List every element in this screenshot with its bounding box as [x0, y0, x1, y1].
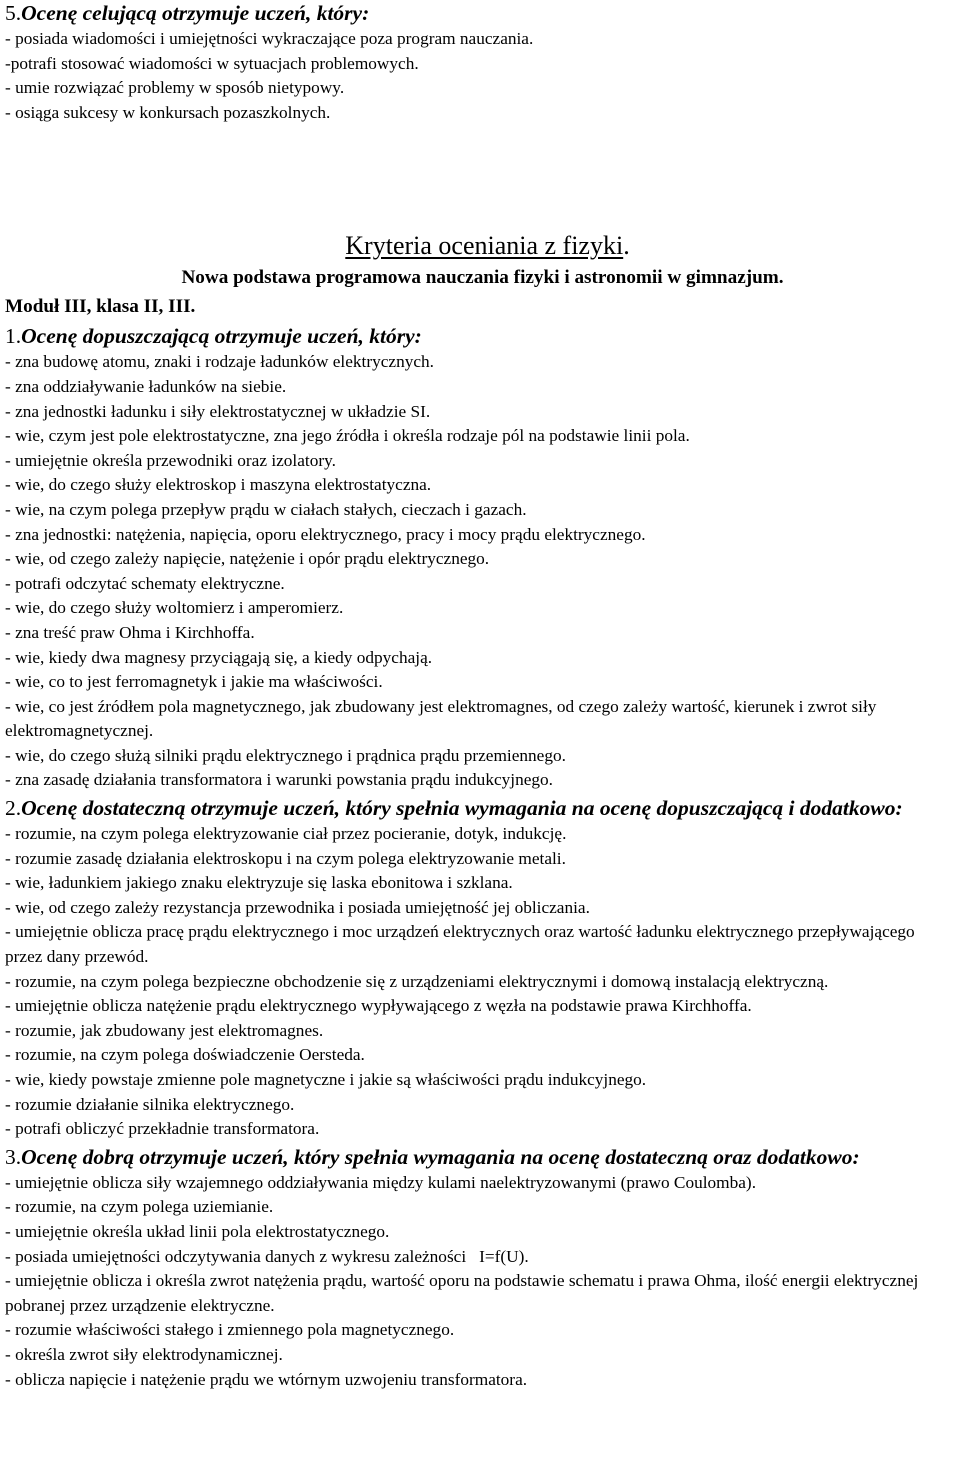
list-item: - rozumie właściwości stałego i zmiennego pola magnetycznego.: [5, 1320, 455, 1340]
list-item: - posiada umiejętności odczytywania danych z wykresu zależności I=f(U).: [5, 1246, 529, 1266]
list-item: - wie, czym jest pole elektrostatyczne, zna jego źródła i określa rodzaje pól na podstawie linii pola.: [5, 426, 690, 446]
list-item: - umiejętnie oblicza pracę prądu elektrycznego i moc urządzeń elektrycznych oraz wartość ładunku elektrycznego przepływającego przez dany przewód.: [5, 922, 915, 967]
list-item: -potrafi stosować wiadomości w sytuacjach problemowych.: [5, 53, 419, 73]
list-item: - wie, od czego zależy napięcie, natężenie i opór prądu elektrycznego.: [5, 549, 490, 569]
grade5-list: [5, 27, 960, 125]
list-item: - zna zasadę działania transformatora i warunki powstania prądu indukcyjnego.: [5, 770, 553, 790]
list-item: - zna jednostki ładunku i siły elektrostatycznej w układzie SI.: [5, 401, 431, 421]
list-item: - rozumie, na czym polega doświadczenie Oersteda.: [5, 1045, 365, 1065]
grade3-heading: [5, 1144, 955, 1171]
list-item: - umiejętnie oblicza i określa zwrot natężenia prądu, wartość oporu na podstawie schematu i prawa Ohma, ilość energii elektrycznej pobranej przez urządzenie elektryczne.: [5, 1271, 919, 1315]
list-item: - wie, kiedy dwa magnesy przyciągają się, a kiedy odpychają.: [5, 647, 433, 667]
grade1-heading: [5, 323, 960, 350]
list-item: - potrafi odczytać schematy elektryczne.: [5, 573, 285, 593]
page-title-text: Kryteria oceniania z fizyki: [345, 231, 624, 261]
list-item: - wie, co to jest ferromagnetyk i jakie ma właściwości.: [5, 672, 383, 692]
grade3-list: [5, 1171, 960, 1392]
list-item: - wie, od czego zależy rezystancja przewodnika i posiada umiejętność jej obliczania.: [5, 897, 590, 917]
list-item: - zna jednostki: natężenia, napięcia, oporu elektrycznego, pracy i mocy prądu elektrycznego.: [5, 524, 646, 544]
list-item: - umiejętnie określa przewodniki oraz izolatory.: [5, 450, 336, 470]
list-item: - wie, na czym polega przepływ prądu w ciałach stałych, cieczach i gazach.: [5, 499, 527, 519]
grade1-title: Ocenę dopuszczającą otrzymuje uczeń, który:: [21, 324, 422, 349]
grade1-list: [5, 350, 960, 793]
list-item: - rozumie, na czym polega elektryzowanie ciał przez pocieranie, dotyk, indukcję.: [5, 824, 567, 844]
page-title-dot: .: [623, 231, 630, 261]
list-item: - osiąga sukcesy w konkursach pozaszkolnych.: [5, 102, 331, 122]
grade1-number: 1.: [5, 324, 22, 349]
module-label: Moduł III, klasa II, III.: [5, 296, 196, 318]
list-item: - rozumie zasadę działania elektroskopu i na czym polega elektryzowanie metali.: [5, 848, 566, 868]
grade5-number: 5.: [5, 1, 22, 25]
grade2-number: 2.: [5, 796, 22, 821]
grade2-list: [5, 822, 960, 1142]
list-item: - umiejętnie oblicza siły wzajemnego oddziaływania między kulami naelektryzowanymi (prawo Coulomba).: [5, 1172, 757, 1192]
list-item: - oblicza napięcie i natężenie prądu we wtórnym uzwojeniu transformatora.: [5, 1369, 528, 1389]
list-item: - zna budowę atomu, znaki i rodzaje ładunków elektrycznych.: [5, 352, 434, 372]
list-item: - wie, do czego służą silniki prądu elektrycznego i prądnica prądu przemiennego.: [5, 745, 566, 765]
grade2-title: Ocenę dostateczną otrzymuje uczeń, który spełnia wymagania na ocenę dopuszczającą i dodatkowo:: [21, 796, 903, 821]
page-title: [5, 229, 960, 263]
list-item: - zna treść praw Ohma i Kirchhoffa.: [5, 622, 255, 642]
list-item: - rozumie, na czym polega uziemianie.: [5, 1197, 274, 1217]
list-item: - umiejętnie oblicza natężenie prądu elektrycznego wypływającego z węzła na podstawie prawa Kirchhoffa.: [5, 996, 752, 1016]
grade3-title: Ocenę dobrą otrzymuje uczeń, który spełnia wymagania na ocenę dostateczną oraz dodatkowo:: [21, 1144, 860, 1169]
list-item: - rozumie, jak zbudowany jest elektromagnes.: [5, 1020, 324, 1040]
list-item: - umie rozwiązać problemy w sposób nietypowy.: [5, 78, 345, 98]
grade5-heading: [5, 0, 960, 27]
list-item: - wie, ładunkiem jakiego znaku elektryzuje się laska ebonitowa i szklana.: [5, 873, 513, 893]
list-item: - zna oddziaływanie ładunków na siebie.: [5, 376, 287, 396]
subtitle: Nowa podstawa programowa nauczania fizyki i astronomii w gimnazjum.: [181, 267, 784, 289]
list-item: - określa zwrot siły elektrodynamicznej.: [5, 1344, 283, 1364]
list-item: - potrafi obliczyć przekładnie transformatora.: [5, 1119, 320, 1139]
list-item: - wie, co jest źródłem pola magnetycznego, jak zbudowany jest elektromagnes, od czego zależy wartość, kierunek i zwrot siły elektromagnetycznej.: [5, 696, 877, 741]
list-item: - umiejętnie określa układ linii pola elektrostatycznego.: [5, 1221, 390, 1241]
list-item: - rozumie, na czym polega bezpieczne obchodzenie się z urządzeniami elektrycznymi i domową instalacją elektryczną.: [5, 971, 829, 991]
grade3-number: 3.: [5, 1144, 22, 1169]
list-item: - rozumie działanie silnika elektrycznego.: [5, 1094, 295, 1114]
grade2-heading: [5, 795, 955, 822]
list-item: - posiada wiadomości i umiejętności wykraczające poza program nauczania.: [5, 29, 534, 48]
list-item: - wie, do czego służy elektroskop i maszyna elektrostatyczna.: [5, 475, 432, 495]
list-item: - wie, do czego służy woltomierz i amperomierz.: [5, 598, 344, 618]
grade5-title: Ocenę celującą otrzymuje uczeń, który:: [21, 1, 370, 25]
list-item: - wie, kiedy powstaje zmienne pole magnetyczne i jakie są właściwości prądu indukcyjnego.: [5, 1070, 647, 1089]
